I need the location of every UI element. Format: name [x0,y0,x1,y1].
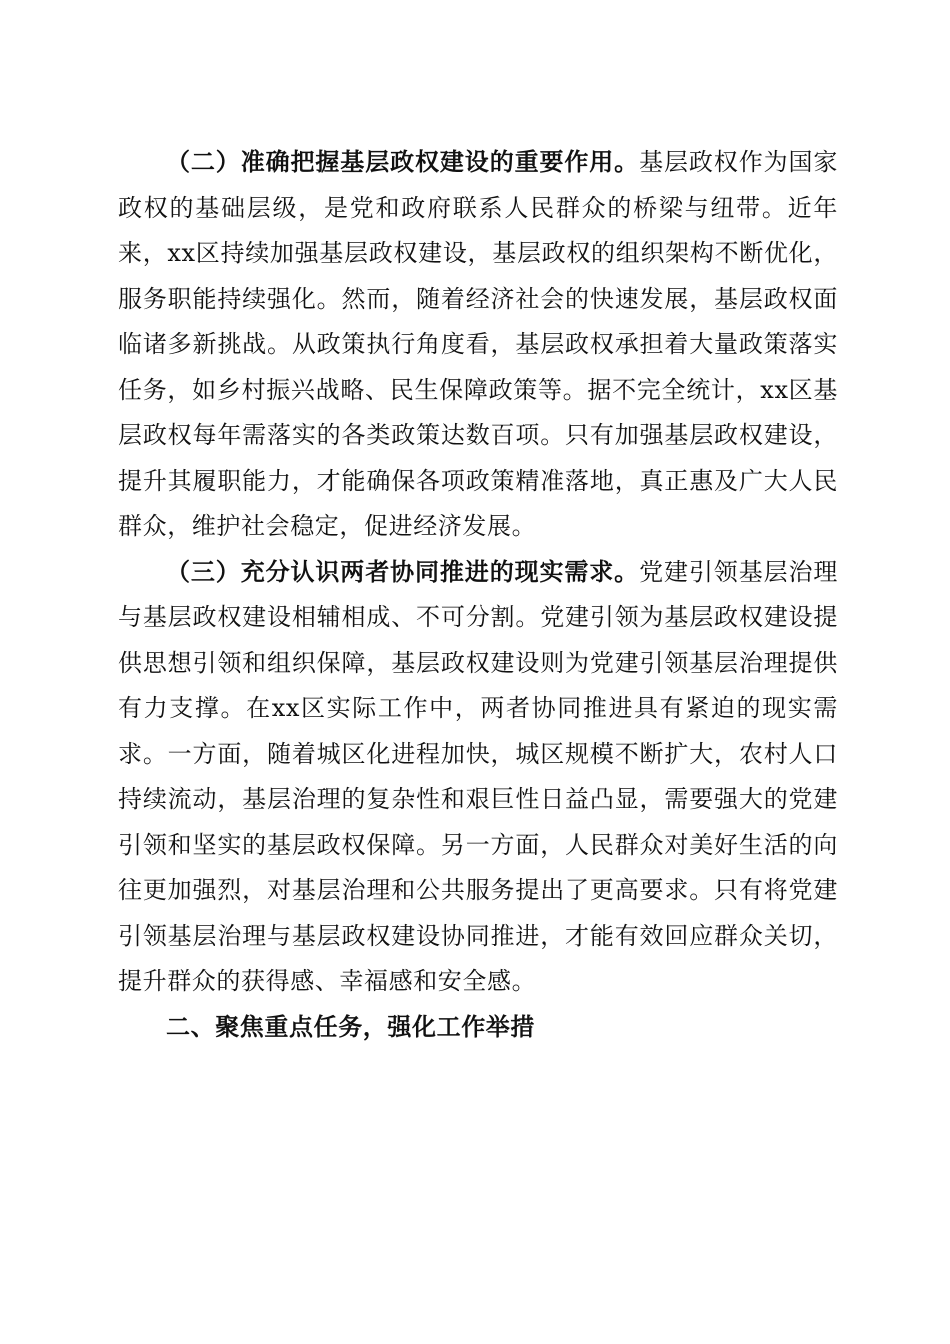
paragraph-body: 党建引领基层治理与基层政权建设相辅相成、不可分割。党建引领为基层政权建设提供思想引领和组织保障，基层政权建设则为党建引领基层治理提供有力支撑。在xx区实际工作中，两者协同推进具有紧迫的现实需求。一方面，随着城区化进程加快，城区规模不断扩大，农村人口持续流动，基层治理的复杂性和艰巨性日益凸显，需要强大的党建引领和坚实的基层政权保障。另一方面，人民群众对美好生活的向往更加强烈，对基层治理和公共服务提出了更高要求。只有将党建引领基层治理与基层政权建设协同推进，才能有效回应群众关切，提升群众的获得感、幸福感和安全感。 [118,557,838,995]
paragraph-basic-government-role [118,140,838,550]
paragraph-body: 基层政权作为国家政权的基础层级，是党和政府联系人民群众的桥梁与纽带。近年来，xx区持续加强基层政权建设，基层政权的组织架构不断优化，服务职能持续强化。然而，随着经济社会的快速发展，基层政权面临诸多新挑战。从政策执行角度看，基层政权承担着大量政策落实任务，如乡村振兴战略、民生保障政策等。据不完全统计，xx区基层政权每年需落实的各类政策达数百项。只有加强基层政权建设，提升其履职能力，才能确保各项政策精准落地，真正惠及广大人民群众，维护社会稳定，促进经济发展。 [118,148,838,540]
document-body [118,140,838,1050]
paragraph-coordinated-advance [118,550,838,1005]
section-heading: 二、聚焦重点任务，强化工作举措 [166,1012,535,1041]
paragraph-lead: （三）充分认识两者协同推进的现实需求。 [166,557,640,586]
paragraph-lead: （二）准确把握基层政权建设的重要作用。 [166,148,640,176]
